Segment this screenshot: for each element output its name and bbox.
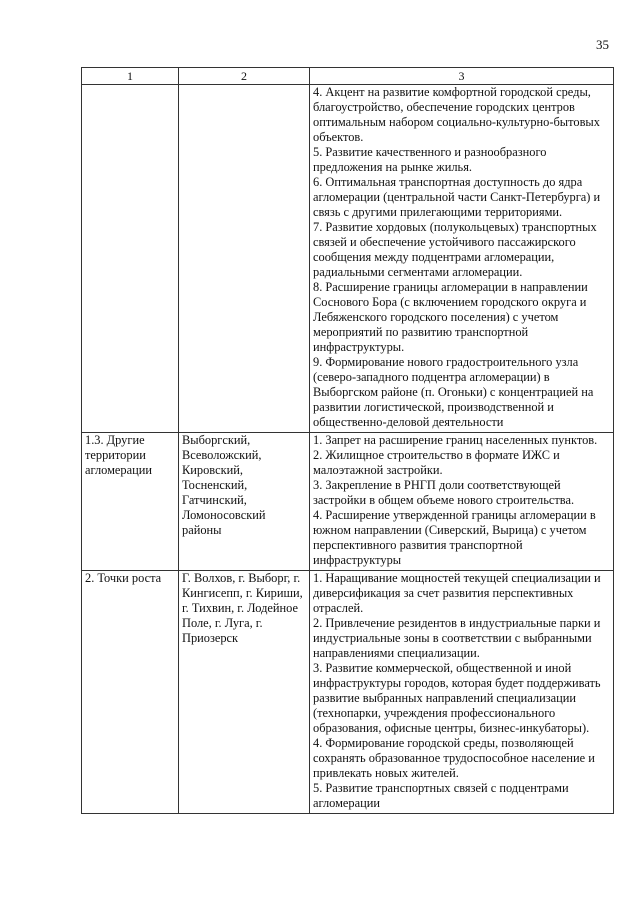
measures-cell bbox=[310, 433, 614, 571]
measure-item: 2. Жилищное строительство в формате ИЖС и малоэтажной застройки. bbox=[313, 448, 560, 477]
table-row bbox=[82, 433, 614, 571]
districts-cell bbox=[179, 85, 310, 433]
measure-item: 7. Развитие хордовых (полукольцевых) транспортных связей и обеспечение устойчивого пассажирского сообщения между подцентрами агломерации, радиальными сегментами агломерации. bbox=[313, 220, 597, 279]
measure-item: 9. Формирование нового градостроительного узла (северо-западного подцентра агломерации) в Выборгском районе (п. Огоньки) с концентрацией на развитии логистической, производственной и общественно-деловой деятельности bbox=[313, 355, 594, 429]
measures-cell bbox=[310, 571, 614, 814]
measures-table bbox=[81, 67, 614, 814]
measure-item: 3. Закрепление в РНГП доли соответствующей застройки в общем объеме нового строительства. bbox=[313, 478, 575, 507]
header-cell: 2 bbox=[179, 68, 310, 85]
territory-cell: 2. Точки роста bbox=[82, 571, 179, 814]
measure-item: 1. Запрет на расширение границ населенных пунктов. bbox=[313, 433, 598, 447]
districts-cell: Г. Волхов, г. Выборг, г. Кингисепп, г. Кириши, г. Тихвин, г. Лодейное Поле, г. Луга, г. Приозерск bbox=[179, 571, 310, 814]
measure-item: 4. Формирование городской среды, позволяющей сохранять образованное трудоспособное население и привлекать новых жителей. bbox=[313, 736, 595, 780]
measure-item: 3. Развитие коммерческой, общественной и иной инфраструктуры городов, которая будет поддерживать развитие выбранных направлений специализации (технопарки, учреждения профессионального образования, офисные центры, бизнес-инкубаторы). bbox=[313, 661, 601, 735]
measure-item: 4. Расширение утвержденной границы агломерации в южном направлении (Сиверский, Вырица) с учетом перспективного развития транспортной инфраструктуры bbox=[313, 508, 596, 567]
measure-item: 5. Развитие транспортных связей с подцентрами агломерации bbox=[313, 781, 569, 810]
measure-item: 6. Оптимальная транспортная доступность до ядра агломерации (центральной части Санкт-Петербурга) и связь с другими прилегающими территориями. bbox=[313, 175, 601, 219]
measure-item: 1. Наращивание мощностей текущей специализации и диверсификация за счет развития перспективных отраслей. bbox=[313, 571, 601, 615]
measures-cell bbox=[310, 85, 614, 433]
measure-item: 8. Расширение границы агломерации в направлении Соснового Бора (с включением городского округа и Лебяженского городского поселения) с учетом мероприятий по развитию транспортной инфраструктуры. bbox=[313, 280, 588, 354]
header-cell: 3 bbox=[310, 68, 614, 85]
territory-cell: 1.3. Другие территории агломерации bbox=[82, 433, 179, 571]
districts-cell: Выборгский, Всеволожский, Кировский, Тосненский, Гатчинский, Ломоносовский районы bbox=[179, 433, 310, 571]
territory-cell bbox=[82, 85, 179, 433]
measure-item: 4. Акцент на развитие комфортной городской среды, благоустройство, обеспечение городских центров оптимальным набором социально-культурно-бытовых объектов. bbox=[313, 85, 600, 144]
header-cell: 1 bbox=[82, 68, 179, 85]
table-header-row bbox=[82, 68, 614, 85]
measure-item: 5. Развитие качественного и разнообразного предложения на рынке жилья. bbox=[313, 145, 547, 174]
measure-item: 2. Привлечение резидентов в индустриальные парки и индустриальные зоны в соответствии с выбранными направлениями специализации. bbox=[313, 616, 601, 660]
page-number: 35 bbox=[596, 37, 609, 52]
table-row bbox=[82, 85, 614, 433]
table-row bbox=[82, 571, 614, 814]
